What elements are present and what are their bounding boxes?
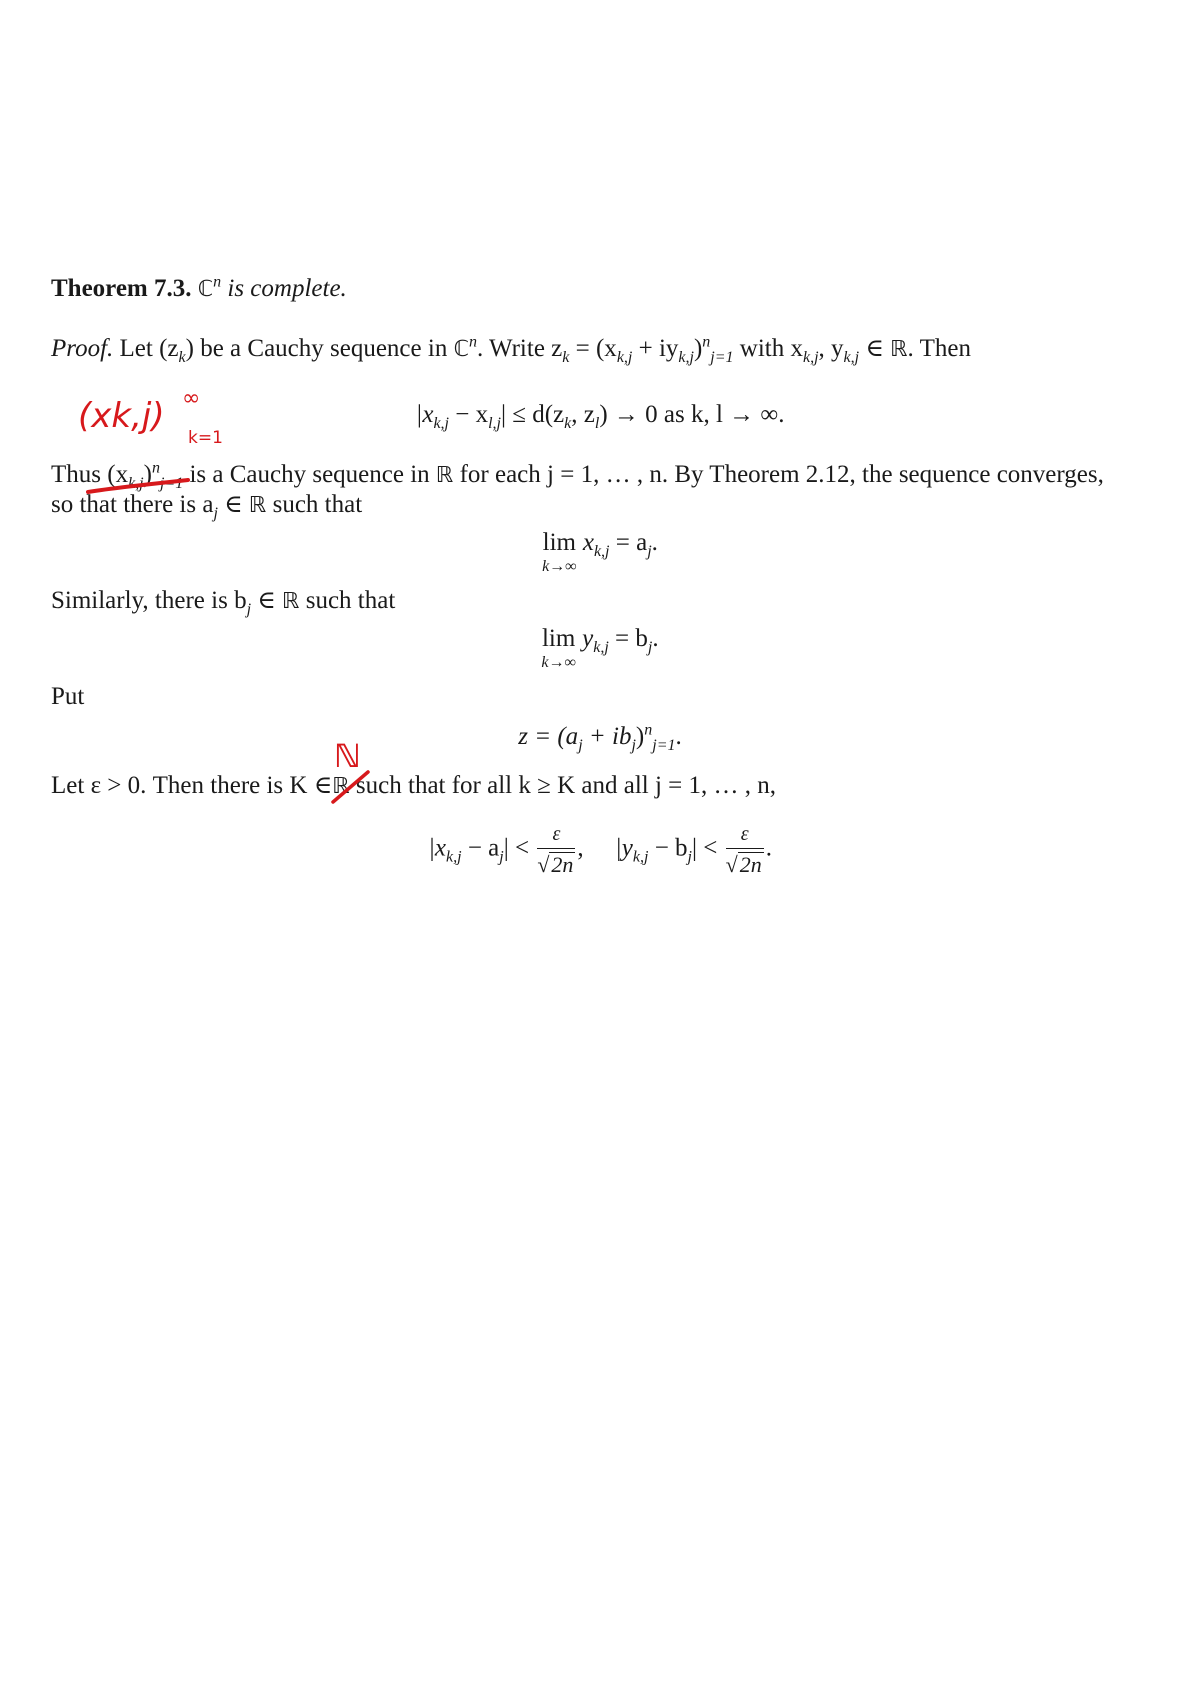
margin-note-infinity: ∞ <box>182 386 201 411</box>
fraction-epsilon-2: $\frac{\varepsilon}{√2n}$ <box>725 823 762 877</box>
margin-note-sub: k=1 <box>188 428 223 448</box>
fraction-epsilon-1: $\frac{\varepsilon}{√2n}$ <box>537 823 574 877</box>
strike-through-mark <box>88 480 188 492</box>
proof-label: Proof. <box>51 335 114 362</box>
proof-line-1: Proof. Let $(z_k)$ be a Cauchy sequence in ℂ$^n$. Write $z_k = (x_{k,j} + iy_{k,j})^n_{j=1}$ with $x_{k,j}$, $y_{k,j}$ ∈ ℝ. Then <box>51 333 971 366</box>
paragraph-thus-2: so that there is $a_j$ ∈ ℝ such that <box>51 491 363 522</box>
equation-2: lim k→∞ $x_{k,j} = a_j$. <box>542 529 658 575</box>
paragraph-similarly: Similarly, there is $b_j$ ∈ ℝ such that <box>51 587 396 618</box>
strike-real-mark <box>333 772 368 802</box>
equation-3: lim k→∞ $y_{k,j} = b_j$. <box>541 625 659 671</box>
margin-note: (xk,j) <box>78 396 165 436</box>
theorem-statement: Theorem 7.3. ℂ$^n$ is complete. <box>51 273 347 302</box>
paragraph-put: Put <box>51 683 85 710</box>
theorem-label: Theorem 7.3. <box>51 275 192 302</box>
complex-space-symbol: ℂ <box>197 277 214 302</box>
equation-5: $|x_{k,j} - a_j|$ < $\frac{\varepsilon}{√2n}$ , $|y_{k,j} - b_j|$ < $\frac{\varepsilon}{√2n}$ . <box>428 823 772 877</box>
equation-1: $|x_{k,j} - x_{l,j}| \le d(z_k$, $z_l) \to 0$ as k, l → ∞. <box>415 401 785 432</box>
struck-real-symbol: ℝ <box>332 774 350 799</box>
paragraph-let-epsilon: Let ε > 0. Then there is K ∈ℝ such that for all k ≥ K and all j = 1, … , n, <box>51 772 777 799</box>
paragraph-thus: Thus $(x_{k,j})^n_{j=1}$ is a Cauchy sequence in ℝ for each j = 1, … , n. By Theorem 2.12, the sequence converges, <box>51 459 1104 492</box>
replacement-natural-symbol: ℕ <box>334 737 361 775</box>
theorem-text: is complete. <box>227 275 347 302</box>
equation-4: $z = (a_j + ib_j)^n_{j=1}$. <box>518 721 682 754</box>
